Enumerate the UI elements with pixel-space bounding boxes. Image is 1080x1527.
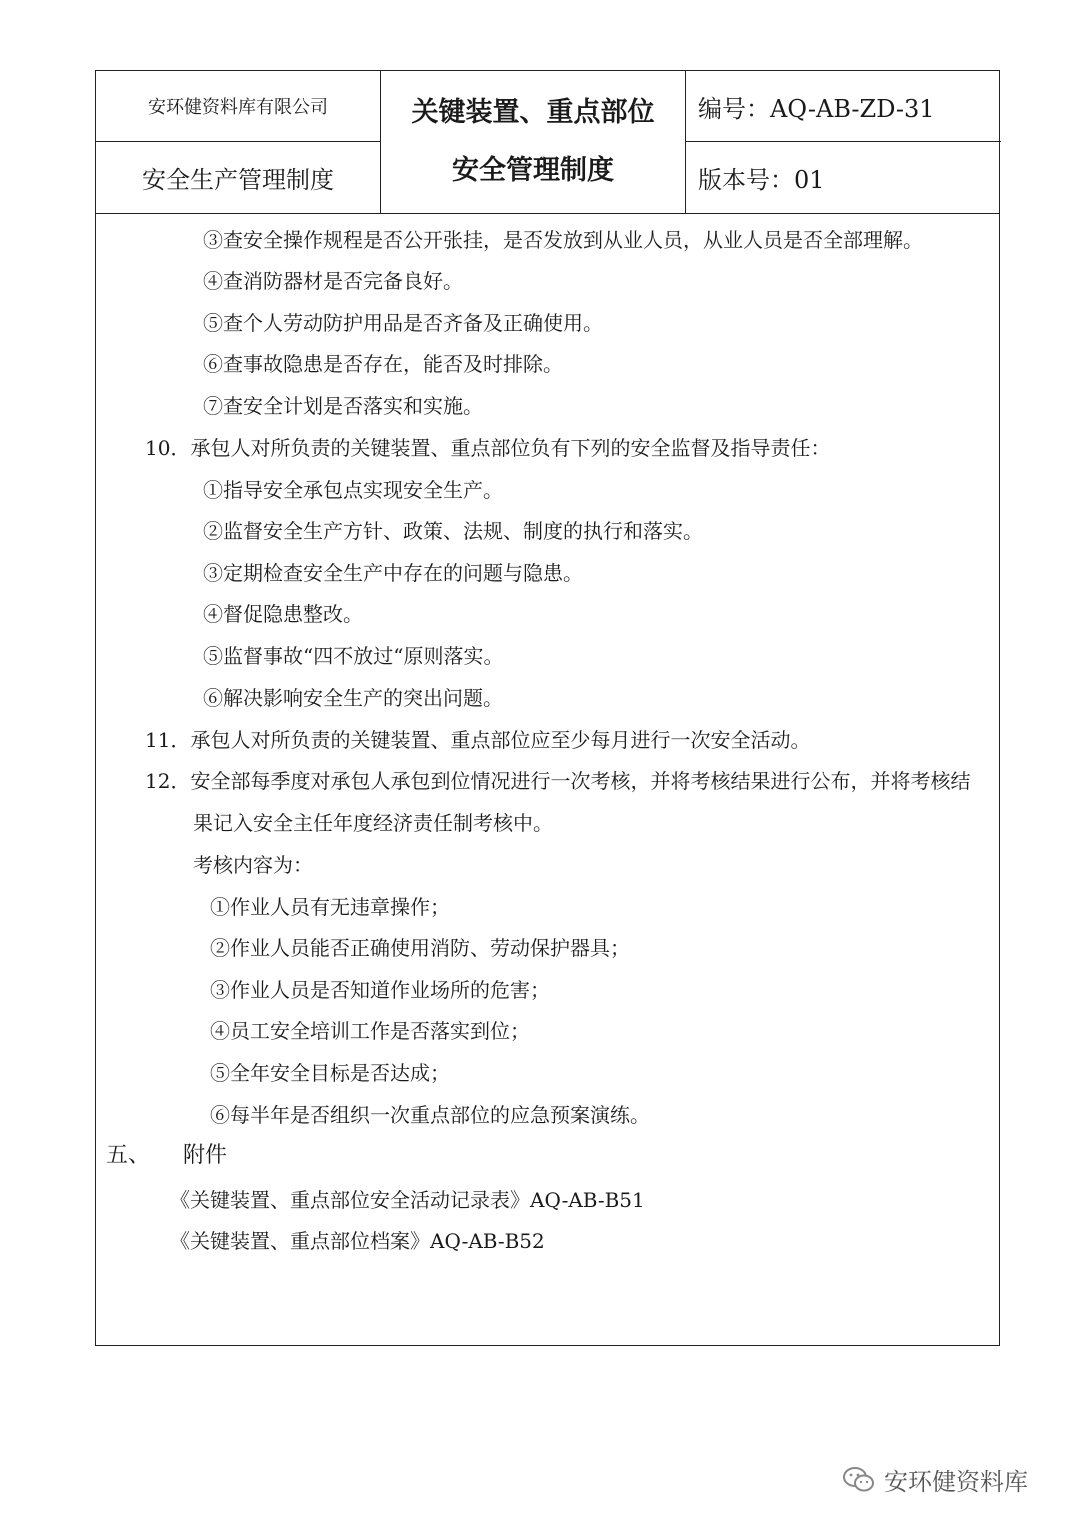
list-item: ④督促隐患整改。	[203, 602, 363, 626]
system-name: 安全生产管理制度	[96, 142, 381, 213]
list-item: ②监督安全生产方针、政策、法规、制度的执行和落实。	[203, 519, 703, 543]
list-item: ⑥每半年是否组织一次重点部位的应急预案演练。	[210, 1103, 650, 1127]
clause-12-continuation: 果记入安全主任年度经济责任制考核中。	[193, 811, 553, 835]
version-number: 版本号：01	[698, 166, 825, 194]
watermark	[842, 1462, 1028, 1497]
list-item: ④员工安全培训工作是否落实到位；	[210, 1019, 530, 1043]
clause-10: 10．承包人对所负责的关键装置、重点部位负有下列的安全监督及指导责任：	[145, 436, 831, 460]
list-item: ③查安全操作规程是否公开张挂，是否发放到从业人员，从业人员是否全部理解。	[203, 228, 923, 252]
section-number: 五、	[106, 1143, 151, 1168]
list-item: ⑥解决影响安全生产的突出问题。	[203, 686, 503, 710]
clause-11: 11．承包人对所负责的关键装置、重点部位应至少每月进行一次安全活动。	[145, 728, 811, 752]
document-code: 编号：AQ-AB-ZD-31	[686, 71, 1001, 142]
list-item: ①作业人员有无违章操作；	[210, 895, 450, 919]
list-item: ①指导安全承包点实现安全生产。	[203, 478, 503, 502]
attachment-item: 《关键装置、重点部位档案》AQ-AB-B52	[170, 1229, 545, 1253]
list-item: ⑤查个人劳动防护用品是否齐备及正确使用。	[203, 311, 603, 335]
section-title: 附件	[183, 1143, 228, 1168]
clause-12: 12．安全部每季度对承包人承包到位情况进行一次考核，并将考核结果进行公布，并将考核结	[145, 769, 971, 793]
document-header	[96, 71, 999, 214]
document-title	[381, 71, 686, 213]
title-line-1: 关键装置、重点部位	[411, 97, 655, 128]
list-item: ③定期检查安全生产中存在的问题与隐患。	[203, 561, 583, 585]
list-item: ④查消防器材是否完备良好。	[203, 269, 463, 293]
wechat-icon	[842, 1466, 876, 1494]
attachment-item: 《关键装置、重点部位安全活动记录表》AQ-AB-B51	[170, 1188, 645, 1212]
company-name: 安环健资料库有限公司	[96, 71, 381, 142]
watermark-text: 安环健资料库	[884, 1468, 1028, 1496]
list-item: ⑤监督事故“四不放过“原则落实。	[203, 644, 504, 668]
list-item: ②作业人员能否正确使用消防、劳动保护器具；	[210, 936, 630, 960]
list-item: ⑦查安全计划是否落实和实施。	[203, 394, 483, 418]
list-item: ③作业人员是否知道作业场所的危害；	[210, 978, 550, 1002]
list-item: ⑥查事故隐患是否存在，能否及时排除。	[203, 352, 563, 376]
title-line-2: 安全管理制度	[452, 155, 614, 186]
list-item: ⑤全年安全目标是否达成；	[210, 1061, 450, 1085]
assessment-heading: 考核内容为：	[193, 853, 313, 877]
